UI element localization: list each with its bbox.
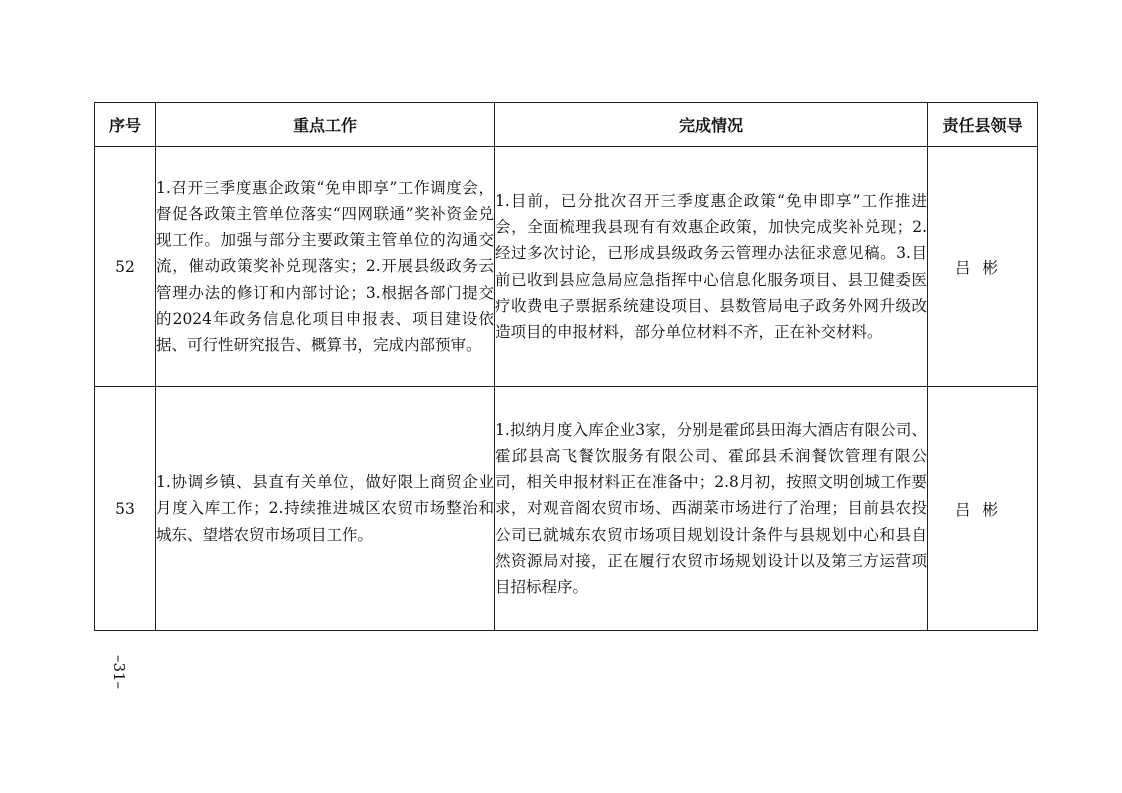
row-seq-cell: 52 (95, 147, 156, 387)
row-seq-cell: 53 (95, 387, 156, 631)
page-number-text: –31– (110, 654, 128, 690)
row-task-cell (156, 387, 495, 631)
row-status-cell (495, 387, 928, 631)
row-task-cell (156, 147, 495, 387)
page-number (104, 648, 134, 696)
status-text: 1.目前，已分批次召开三季度惠企政策“免申即享”工作推进会，全面梳理我县现有有效惠企政策，加快完成奖补兑现；2.经过多次讨论，已形成县级政务云管理办法征求意见稿。3.目前已收到县应急局应急指挥中心信息化服务项目、县卫健委医疗收费电子票据系统建设项目、县数管局电子政务外网升级改造项目的申报材料，部分单位材料不齐，正在补交材料。 (495, 191, 927, 341)
work-progress-table (94, 102, 1038, 631)
row-lead-cell: 吕彬 (928, 147, 1038, 387)
header-seq: 序号 (95, 103, 156, 147)
table-row (95, 147, 1038, 387)
row-lead-cell: 吕彬 (928, 387, 1038, 631)
document-page (94, 102, 1037, 631)
table-header-row (95, 103, 1038, 147)
status-text: 1.拟纳月度入库企业3家，分别是霍邱县田海大酒店有限公司、霍邱县高飞餐饮服务有限公司、霍邱县禾润餐饮管理有限公司，相关申报材料正在准备中；2.8月初，按照文明创城工作要求，对观音阁农贸市场、西湖菜市场进行了治理；目前县农投公司已就城东农贸市场项目规划设计条件与县规划中心和县自然资源局对接，正在履行农贸市场规划设计以及第三方运营项目招标程序。 (495, 420, 927, 596)
header-responsible-leader: 责任县领导 (928, 103, 1038, 147)
table-row (95, 387, 1038, 631)
task-text: 1.协调乡镇、县直有关单位，做好限上商贸企业月度入库工作；2.持续推进城区农贸市场整治和城东、望塔农贸市场项目工作。 (156, 473, 494, 544)
header-completion-status: 完成情况 (495, 103, 928, 147)
row-status-cell (495, 147, 928, 387)
task-text: 1.召开三季度惠企政策“免申即享”工作调度会，督促各政策主管单位落实“四网联通”奖补资金兑现工作。加强与部分主要政策主管单位的沟通交流，催动政策奖补兑现落实；2.开展县级政务云管理办法的修订和内部讨论；3.根据各部门提交的2024年政务信息化项目申报表、项目建设依据、可行性研究报告、概算书，完成内部预审。 (156, 178, 494, 354)
header-key-task: 重点工作 (156, 103, 495, 147)
